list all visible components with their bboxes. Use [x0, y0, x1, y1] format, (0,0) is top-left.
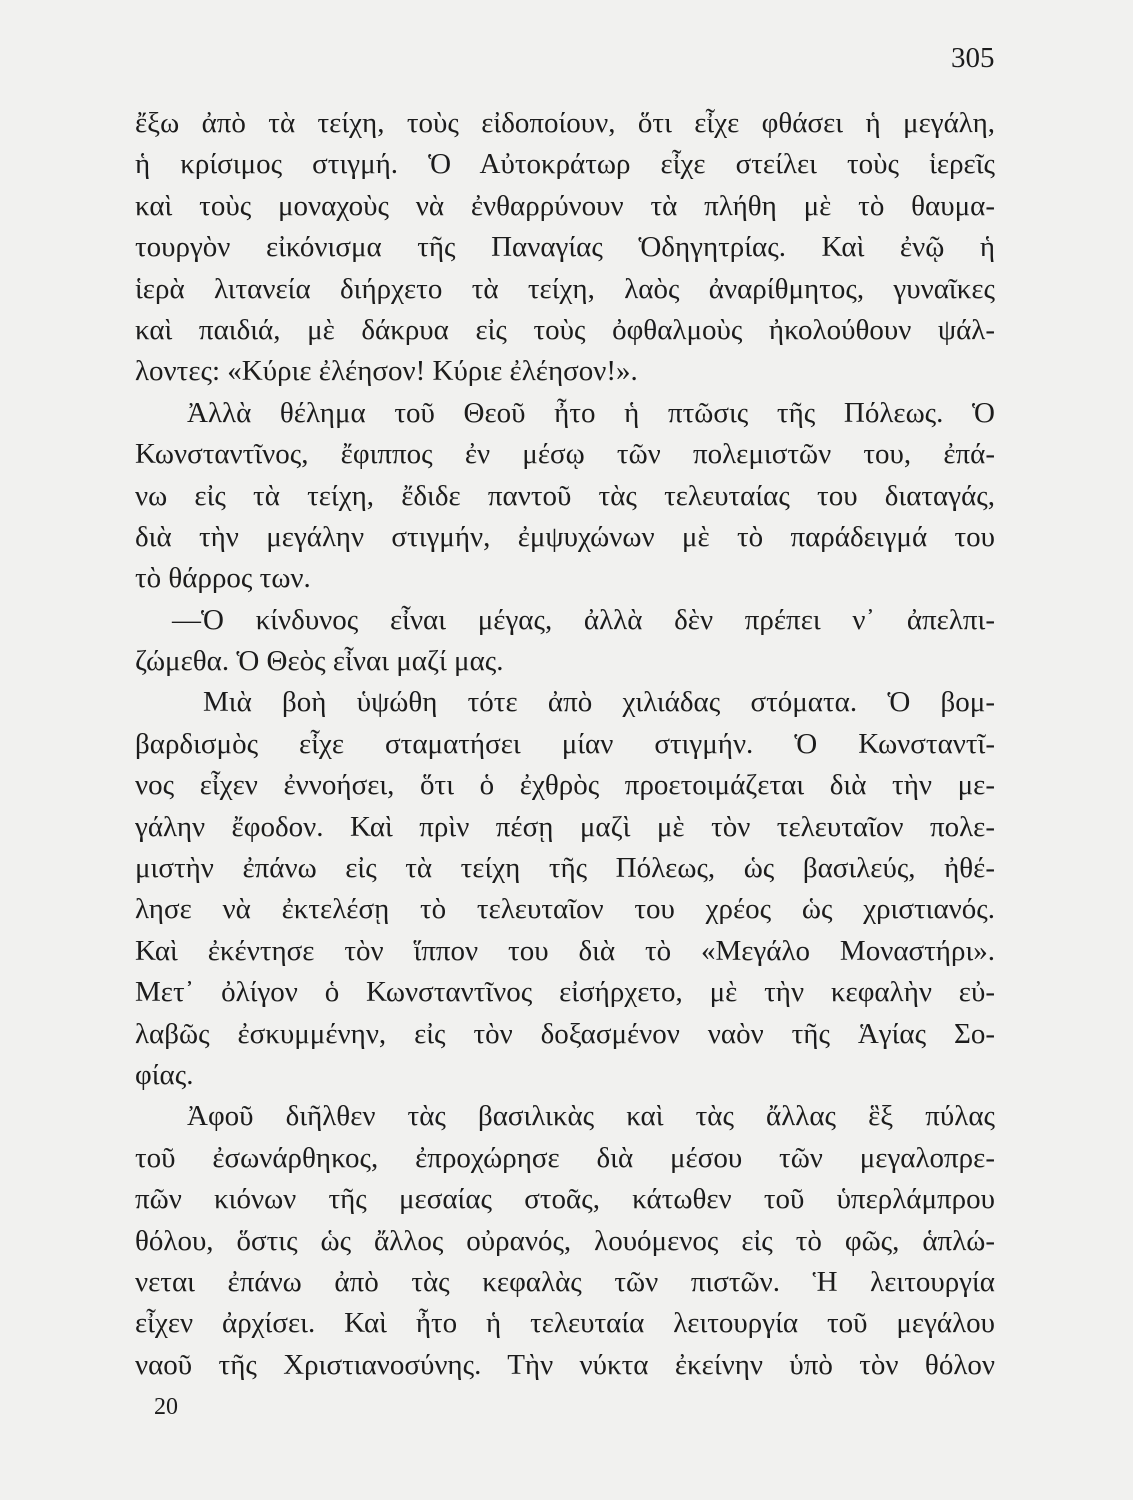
text-line: θόλου, ὅστις ὡς ἄλλος οὐρανός, λουόμενος εἰς τὸ φῶς, ἁπλώ-	[135, 1224, 995, 1257]
text-line: καὶ τοὺς μοναχοὺς νὰ ἐνθαρρύνουν τὰ πλήθη μὲ τὸ θαυμα-	[135, 189, 995, 222]
text-line: Καὶ ἐκέντησε τὸν ἵππον του διὰ τὸ «Μεγάλο Μοναστήρι».	[135, 934, 995, 967]
text-line: διὰ τὴν μεγάλην στιγμήν, ἐμψυχώνων μὲ τὸ παράδειγμά του	[135, 520, 995, 553]
text-line: εἶχεν ἀρχίσει. Καὶ ἦτο ἡ τελευταία λειτουργία τοῦ μεγάλου	[135, 1307, 995, 1340]
text-line: λησε νὰ ἐκτελέσῃ τὸ τελευταῖον του χρέος ὡς χριστιανός.	[135, 893, 995, 926]
text-line: καὶ παιδιά, μὲ δάκρυα εἰς τοὺς ὀφθαλμοὺς ἠκολούθουν ψάλ-	[135, 313, 995, 346]
text-line: λαβῶς ἐσκυμμένην, εἰς τὸν δοξασμένον ναὸν τῆς Ἁγίας Σο-	[135, 1017, 995, 1050]
signature-mark: 20	[154, 1394, 178, 1420]
text-line: νος εἶχεν ἐννοήσει, ὅτι ὁ ἐχθρὸς προετοιμάζεται διὰ τὴν με-	[135, 769, 995, 802]
text-line: ναοῦ τῆς Χριστιανοσύνης. Τὴν νύκτα ἐκείνην ὑπὸ τὸν θόλον	[135, 1348, 995, 1381]
body-text	[135, 103, 995, 1386]
text-line: Ἀλλὰ θέλημα τοῦ Θεοῦ ἦτο ἡ πτῶσις τῆς Πόλεως. Ὁ	[187, 396, 995, 429]
text-line: ἱερὰ λιτανεία διήρχετο τὰ τείχη, λαὸς ἀναρίθμητος, γυναῖκες	[135, 272, 995, 305]
text-line: πῶν κιόνων τῆς μεσαίας στοᾶς, κάτωθεν τοῦ ὑπερλάμπρου	[135, 1183, 995, 1216]
page-number: 305	[951, 42, 995, 74]
text-line: Κωνσταντῖνος, ἔφιππος ἐν μέσῳ τῶν πολεμιστῶν του, ἐπά-	[135, 438, 995, 471]
text-line: Ἀφοῦ διῆλθεν τὰς βασιλικὰς καὶ τὰς ἄλλας ἓξ πύλας	[187, 1100, 995, 1133]
text-line: μιστὴν ἐπάνω εἰς τὰ τείχη τῆς Πόλεως, ὡς βασιλεύς, ἠθέ-	[135, 852, 995, 885]
text-line: τὸ θάρρος των.	[135, 562, 311, 595]
text-line: νεται ἐπάνω ἀπὸ τὰς κεφαλὰς τῶν πιστῶν. Ἡ λειτουργία	[135, 1265, 995, 1298]
text-line: φίας.	[135, 1058, 194, 1091]
text-line: ζώμεθα. Ὁ Θεὸς εἶναι μαζί μας.	[135, 645, 504, 678]
paragraph	[135, 682, 995, 1096]
text-line: ἔξω ἀπὸ τὰ τείχη, τοὺς εἰδοποίουν, ὅτι εἶχε φθάσει ἡ μεγάλη,	[135, 107, 995, 139]
text-line: Μετ᾿ ὀλίγον ὁ Κωνσταντῖνος εἰσήρχετο, μὲ τὴν κεφαλὴν εὐ-	[135, 976, 995, 1009]
text-line: τουργὸν εἰκόνισμα τῆς Παναγίας Ὁδηγητρίας. Καὶ ἐνῷ ἡ	[135, 231, 995, 264]
text-line: λοντες: «Κύριε ἐλέησον! Κύριε ἐλέησον!».	[135, 355, 638, 388]
paragraph	[135, 1096, 995, 1386]
text-line: νω εἰς τὰ τείχη, ἔδιδε παντοῦ τὰς τελευταίας του διαταγάς,	[135, 479, 995, 512]
text-line: —Ὁ κίνδυνος εἶναι μέγας, ἀλλὰ δὲν πρέπει ν᾿ ἀπελπι-	[172, 603, 995, 636]
text-line: βαρδισμὸς εἶχε σταματήσει μίαν στιγμήν. Ὁ Κωνσταντῖ-	[135, 727, 995, 760]
text-line: Μιὰ βοὴ ὑψώθη τότε ἀπὸ χιλιάδας στόματα. Ὁ βομ-	[203, 686, 995, 719]
text-line: γάλην ἔφοδον. Καὶ πρὶν πέσῃ μαζὶ μὲ τὸν τελευταῖον πολε-	[135, 810, 995, 843]
text-line: ἡ κρίσιμος στιγμή. Ὁ Αὐτοκράτωρ εἶχε στείλει τοὺς ἱερεῖς	[135, 148, 995, 181]
paragraph	[135, 393, 995, 600]
paragraph-continued	[135, 103, 995, 393]
dialogue-paragraph	[135, 600, 995, 683]
text-line: τοῦ ἐσωνάρθηκος, ἐπροχώρησε διὰ μέσου τῶν μεγαλοπρε-	[135, 1141, 995, 1174]
